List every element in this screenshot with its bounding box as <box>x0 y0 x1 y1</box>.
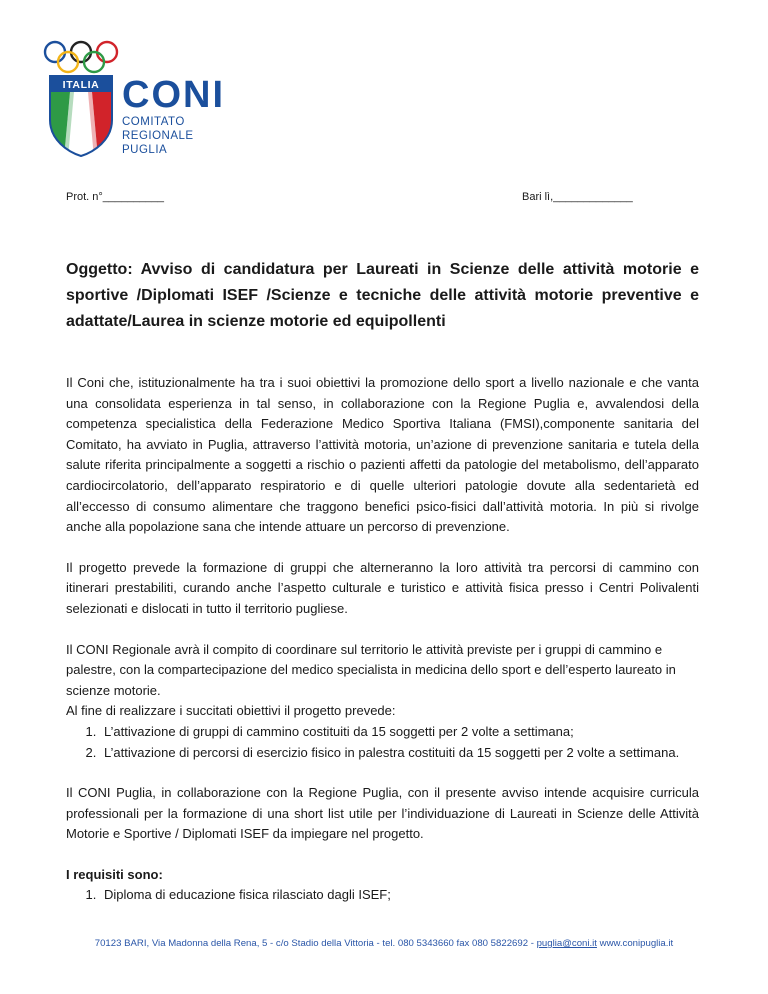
subject-heading: Oggetto: Avviso di candidatura per Laureati in Scienze delle attività motorie e sportive /Diplomati ISEF /Scienze e tecniche delle attività motorie preventive e adattate/Laurea in scienze motorie ed equipollenti <box>66 261 699 330</box>
brand-subtitle-2: REGIONALE <box>122 130 194 142</box>
paragraph-coordination: Il CONI Regionale avrà il compito di coordinare sul territorio le attività previste per i gruppi di cammino e palestre, con la compartecipazione del medico specialista in medicina dello sport e dell’esperto laureato in scienze motorie. <box>66 641 676 698</box>
document-body <box>66 373 699 906</box>
list-item: 2. L’attivazione di percorsi di esercizio fisico in palestra costituiti da 15 soggetti per 2 volte a settimana. <box>100 743 699 764</box>
footer-email-link[interactable]: puglia@coni.it <box>536 938 597 949</box>
footer-address: 70123 BARI, Via Madonna della Rena, 5 - c/o Stadio della Vittoria - tel. 080 5343660 fax 080 5822692 - <box>94 938 537 949</box>
brand-subtitle-3: PUGLIA <box>122 144 168 156</box>
requirements-list <box>66 885 699 906</box>
italia-shield-icon <box>48 74 114 158</box>
paragraph-shortlist: Il CONI Puglia, in collaborazione con la Regione Puglia, con il presente avviso intende acquisire curricula professionali per la formazione di una short list utile per l’individuazione di Laureati in Scienze delle Attività Motorie e Sportive / Diplomati ISEF da impiegare nel progetto. <box>66 785 699 842</box>
date-line: Bari lì,_____________ <box>522 191 633 203</box>
brand-block <box>122 76 225 156</box>
list-item: 1. Diploma di educazione fisica rilasciato dagli ISEF; <box>100 885 699 906</box>
brand-subtitle-1: COMITATO <box>122 116 185 128</box>
brand-name: CONI <box>122 74 225 116</box>
olympic-rings-icon <box>42 40 122 74</box>
protocol-number: Prot. n°__________ <box>66 191 164 203</box>
paragraph-intro: Il Coni che, istituzionalmente ha tra i suoi obiettivi la promozione dello sport a livello nazionale e che vanta una consolidata esperienza in tal senso, in collaborazione con la Regione Puglia e, avvalendosi della competenza specialistica della Federazione Medico Sportiva Italiana (FMSI),componente sanitaria del Comitato, ha avviato in Puglia, attraverso l’attività motoria, un’azione di prevenzione sanitaria e tutela della salute riferita principalmente a soggetti a rischio o pazienti affetti da patologie del metabolismo, dell’apparato cardiocircolatorio, dell’apparato respiratorio e di quelle ulteriori patologie dovute alla sedentarietà ed all’eccesso di consumo alimentare che traggono benefici psico-fisici dall’attività motoria. In più si rivolge anche alla popolazione sana che intende attuare un percorso di prevenzione. <box>66 375 699 535</box>
list-item: 1. L’attivazione di gruppi di cammino costituiti da 15 soggetti per 2 volte a settimana; <box>100 722 699 743</box>
objectives-list <box>66 722 699 763</box>
footer-contacts <box>0 938 768 949</box>
paragraph-project: Il progetto prevede la formazione di gruppi che alterneranno la loro attività tra percorsi di cammino con itinerari prestabiliti, curando anche l’aspetto culturale e turistico e attività fisica presso i Centri Polivalenti selezionati e dislocati in tutto il territorio pugliese. <box>66 559 699 616</box>
requirements-title <box>66 865 699 886</box>
coni-logo <box>38 36 238 164</box>
paragraph-objectives: Al fine di realizzare i succitati obiettivi il progetto prevede: <box>66 703 396 719</box>
requirements-title-text: I requisiti sono <box>66 866 159 882</box>
requirements-title-colon: : <box>158 866 163 882</box>
shield-country-label: ITALIA <box>62 79 100 91</box>
footer-website[interactable]: www.conipuglia.it <box>596 938 674 949</box>
